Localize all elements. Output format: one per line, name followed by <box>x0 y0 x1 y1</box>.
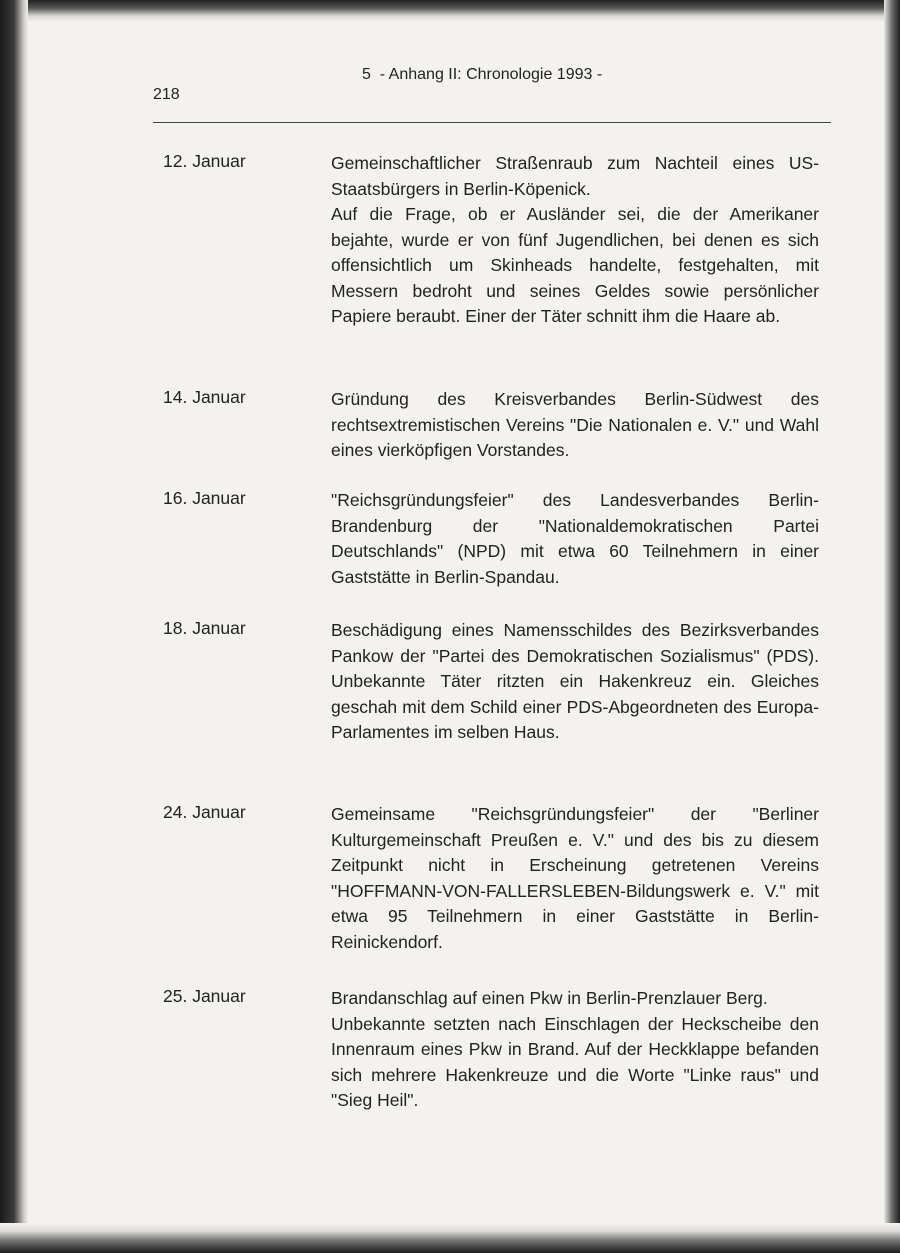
entry-paragraph: Unbekannte setzten nach Einschlagen der Heckscheibe den Innenraum eines Pkw in Brand. Auf der Heckklappe befanden sich mehrere Hakenkreuze und die Worte "Linke raus" und "Sieg Heil". <box>331 1013 819 1110</box>
entry-date: 18. Januar <box>163 618 246 638</box>
entry-text <box>331 986 819 1114</box>
entry-paragraph: "Reichsgründungsfeier" des Landesverbandes Berlin-Brandenburg der "Nationaldemokratischen Partei Deutschlands" (NPD) mit etwa 60 Teilnehmern in einer Gaststätte in Berlin-Spandau. <box>331 490 819 587</box>
entry-paragraph: Auf die Frage, ob er Ausländer sei, die der Amerikaner bejahte, wurde er von fünf Jugendlichen, bei denen es sich offensichtlich um Skinheads handelte, festgehalten, mit Messern bedroht und seines Geldes sowie persönlicher Papiere beraubt. Einer der Täter schnitt ihm die Haare ab. <box>331 204 819 326</box>
entry-text <box>331 488 819 590</box>
scan-edge-top <box>0 0 900 22</box>
header-rule <box>153 122 831 123</box>
entry-paragraph: Gemeinsame "Reichsgründungsfeier" der "Berliner Kulturgemeinschaft Preußen e. V." und des bis zu diesem Zeitpunkt nicht in Erscheinung getretenen Vereins "HOFFMANN-VON-FALLERSLEBEN-Bildungswerk e. V." mit etwa 95 Teilnehmern in einer Gaststätte in Berlin-Reinickendorf. <box>331 804 819 952</box>
entry-paragraph: Gründung des Kreisverbandes Berlin-Südwest des rechtsextremistischen Vereins "Die Nationalen e. V." und Wahl eines vierköpfigen Vorstandes. <box>331 389 819 460</box>
entry-text <box>331 802 819 955</box>
entry-date: 14. Januar <box>163 387 246 407</box>
entry-text <box>331 618 819 746</box>
scan-edge-left <box>0 0 28 1253</box>
scan-edge-bottom <box>0 1223 900 1253</box>
entry-date: 12. Januar <box>163 151 246 171</box>
page-number: 218 <box>153 86 180 103</box>
entry-text <box>331 387 819 464</box>
entry-date: 24. Januar <box>163 802 246 822</box>
entry-date: 16. Januar <box>163 488 246 508</box>
scan-edge-right <box>884 0 900 1253</box>
entry-paragraph: Beschädigung eines Namensschildes des Bezirksverbandes Pankow der "Partei des Demokratischen Sozialismus" (PDS). Unbekannte Täter ritzten ein Hakenkreuz ein. Gleiches geschah mit dem Schild einer PDS-Abgeordneten des Europa-Parlamentes im selben Haus. <box>331 620 819 742</box>
entry-paragraph: Gemeinschaftlicher Straßenraub zum Nachteil eines US-Staatsbürgers in Berlin-Köpenick. <box>331 153 819 199</box>
running-head: 5 - Anhang II: Chronologie 1993 - <box>362 66 603 83</box>
entry-paragraph: Brandanschlag auf einen Pkw in Berlin-Prenzlauer Berg. <box>331 988 768 1008</box>
entry-text <box>331 151 819 330</box>
entry-date: 25. Januar <box>163 986 246 1006</box>
